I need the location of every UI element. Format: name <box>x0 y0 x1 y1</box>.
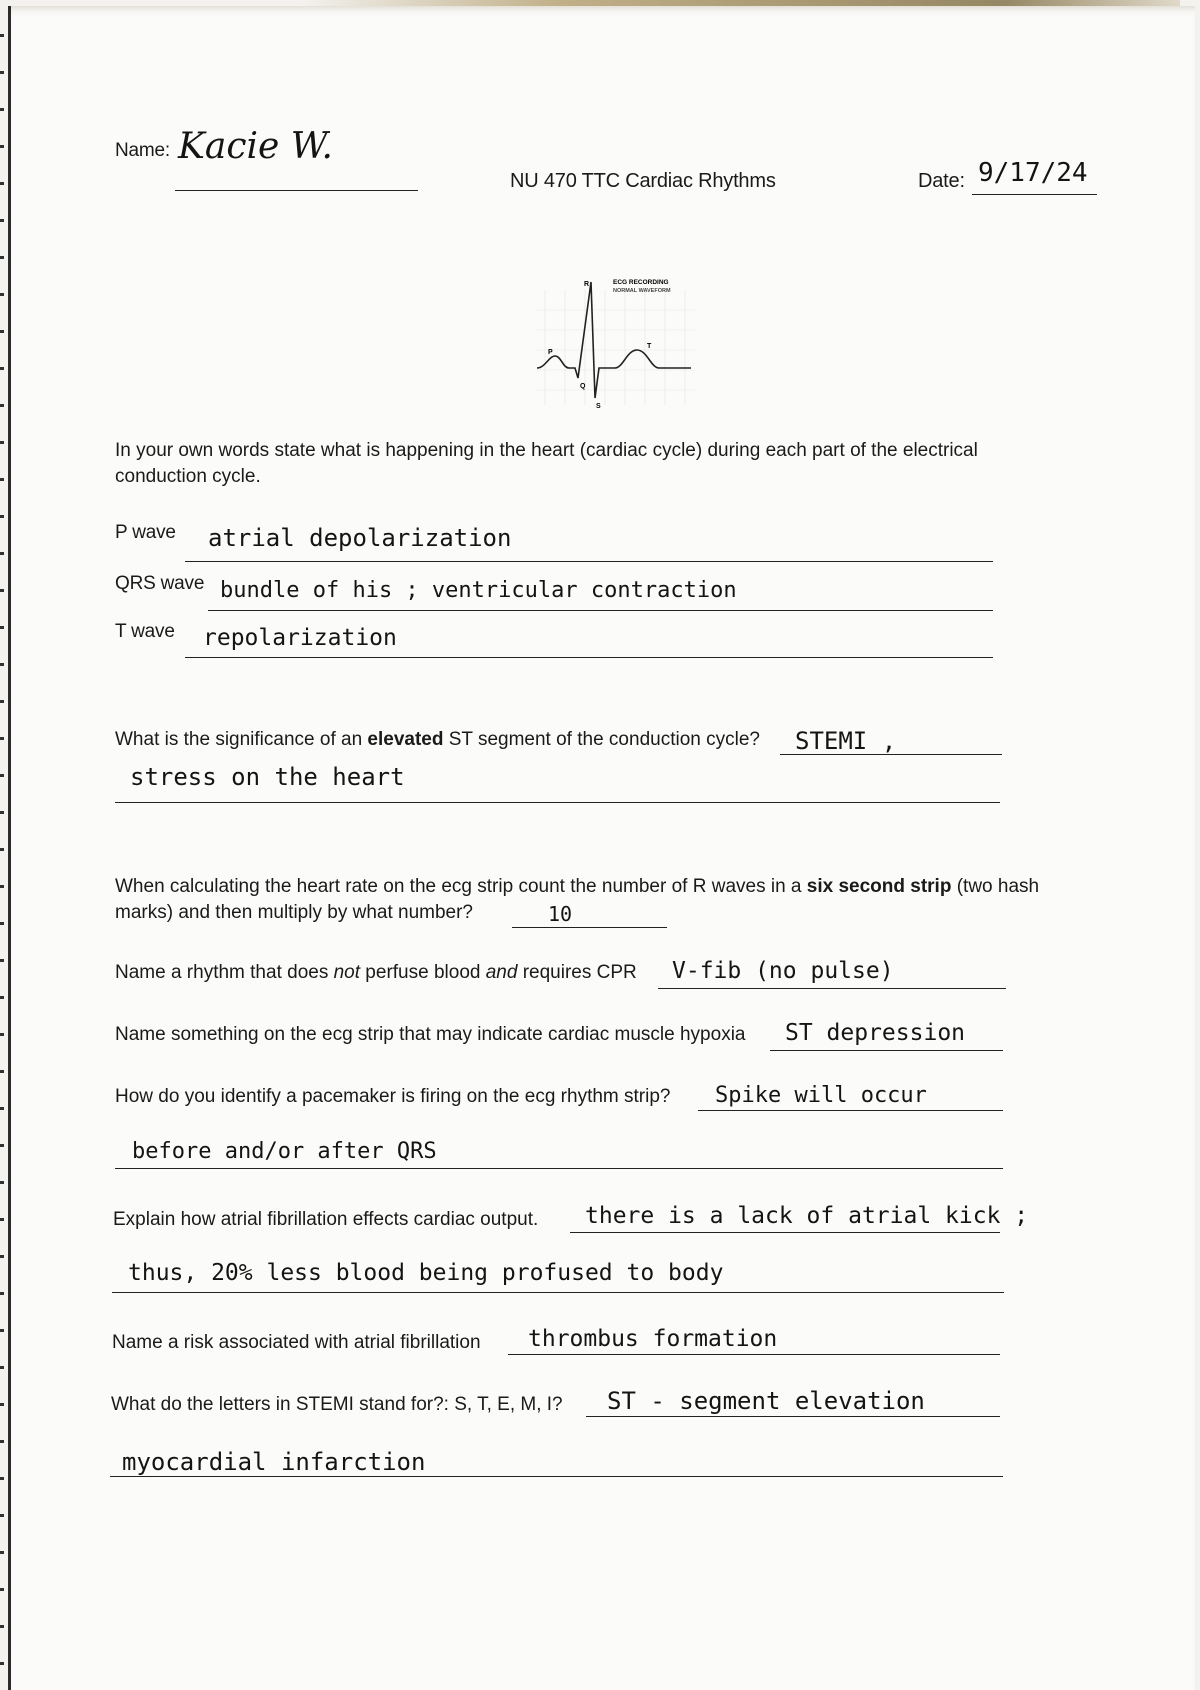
ecg-label-s: S <box>596 403 601 410</box>
afib-output-underline-2 <box>112 1292 1004 1293</box>
name-underline <box>175 190 418 191</box>
st-q-text-1: What is the significance of an <box>115 729 368 750</box>
st-elevation-answer-1[interactable]: STEMI , <box>795 727 897 755</box>
cpr-q-text-3: requires CPR <box>517 962 637 983</box>
binder-edge <box>0 0 4 1690</box>
t-wave-answer[interactable]: repolarization <box>203 625 397 651</box>
st-q-text-2: ST segment of the conduction cycle? <box>443 729 760 750</box>
afib-risk-question: Name a risk associated with atrial fibrillation <box>112 1332 481 1353</box>
stemi-question: What do the letters in STEMI stand for?: S, T, E, M, I? <box>111 1394 563 1415</box>
page-title: NU 470 TTC Cardiac Rhythms <box>510 170 776 192</box>
name-label: Name: <box>115 140 170 161</box>
afib-output-answer-2[interactable]: thus, 20% less blood being profused to body <box>128 1260 724 1286</box>
hr-q-text-1: When calculating the heart rate on the ecg strip count the number of R waves in a <box>115 876 807 897</box>
st-elevation-answer-2[interactable]: stress on the heart <box>130 763 405 791</box>
cpr-rhythm-answer[interactable]: V-fib (no pulse) <box>672 958 894 984</box>
worksheet-page <box>8 6 1195 1690</box>
stemi-underline-2 <box>110 1476 1003 1477</box>
stemi-answer-1[interactable]: ST - segment elevation <box>607 1387 925 1415</box>
scan-edge-shadow <box>300 0 1180 6</box>
date-underline <box>972 194 1097 195</box>
afib-output-question: Explain how atrial fibrillation effects cardiac output. <box>113 1209 539 1230</box>
t-wave-label: T wave <box>115 621 175 642</box>
heart-rate-question <box>115 874 1075 926</box>
stemi-underline-1 <box>586 1416 1000 1417</box>
intro-instructions: In your own words state what is happening in the heart (cardiac cycle) during each part of the electrical conduction cycle. <box>115 440 978 487</box>
ecg-caption-1: ECG RECORDING <box>613 279 669 286</box>
st-q-bold: elevated <box>367 729 444 750</box>
ecg-trace <box>537 282 691 398</box>
st-answer-underline-2 <box>115 802 1000 803</box>
afib-output-underline-1 <box>570 1232 1000 1233</box>
ecg-label-p: P <box>548 349 553 356</box>
qrs-wave-label: QRS wave <box>115 573 205 594</box>
ecg-caption-2: NORMAL WAVEFORM <box>613 288 671 294</box>
afib-risk-answer[interactable]: thrombus formation <box>528 1326 778 1352</box>
st-answer-underline-1 <box>780 754 1002 755</box>
pacemaker-answer-1[interactable]: Spike will occur <box>715 1083 927 1108</box>
hypoxia-answer[interactable]: ST depression <box>785 1020 966 1046</box>
heart-rate-answer[interactable]: 10 <box>548 902 573 926</box>
pacemaker-question: How do you identify a pacemaker is firing on the ecg rhythm strip? <box>115 1086 671 1107</box>
st-elevation-question <box>115 727 760 753</box>
pacemaker-answer-2[interactable]: before and/or after QRS <box>132 1139 437 1164</box>
cpr-rhythm-underline <box>658 988 1006 989</box>
cpr-rhythm-question <box>115 960 637 986</box>
hr-q-text-2: (two hash marks) and then multiply by what number? <box>115 876 1040 923</box>
name-value[interactable]: Kacie W. <box>178 126 333 167</box>
t-wave-underline <box>185 657 993 658</box>
afib-output-answer-1[interactable]: there is a lack of atrial kick ; <box>585 1203 1029 1229</box>
hypoxia-underline <box>770 1050 1003 1051</box>
hypoxia-question: Name something on the ecg strip that may indicate cardiac muscle hypoxia <box>115 1024 746 1045</box>
cpr-q-text-1: Name a rhythm that does <box>115 962 334 983</box>
date-value[interactable]: 9/17/24 <box>978 158 1088 188</box>
p-wave-label: P wave <box>115 522 176 543</box>
ecg-grid <box>535 290 695 405</box>
pacemaker-underline-1 <box>698 1110 1003 1111</box>
date-label: Date: <box>918 170 965 192</box>
p-wave-underline <box>185 561 993 562</box>
stemi-answer-2[interactable]: myocardial infarction <box>122 1448 426 1476</box>
ecg-waveform-figure <box>535 270 695 410</box>
ecg-label-q: Q <box>580 383 586 390</box>
ecg-label-t: T <box>647 343 652 350</box>
pacemaker-underline-2 <box>115 1168 1003 1169</box>
cpr-q-text-2: perfuse blood <box>360 962 486 983</box>
cpr-q-em-2: and <box>485 962 518 983</box>
qrs-wave-underline <box>208 610 993 611</box>
afib-risk-underline <box>508 1354 1000 1355</box>
qrs-wave-answer[interactable]: bundle of his ; ventricular contraction <box>220 578 737 603</box>
p-wave-answer[interactable]: atrial depolarization <box>208 524 512 552</box>
heart-rate-underline <box>512 927 667 928</box>
cpr-q-em-1: not <box>333 962 361 983</box>
ecg-label-r: R <box>584 281 590 288</box>
hr-q-bold: six second strip <box>806 876 952 897</box>
